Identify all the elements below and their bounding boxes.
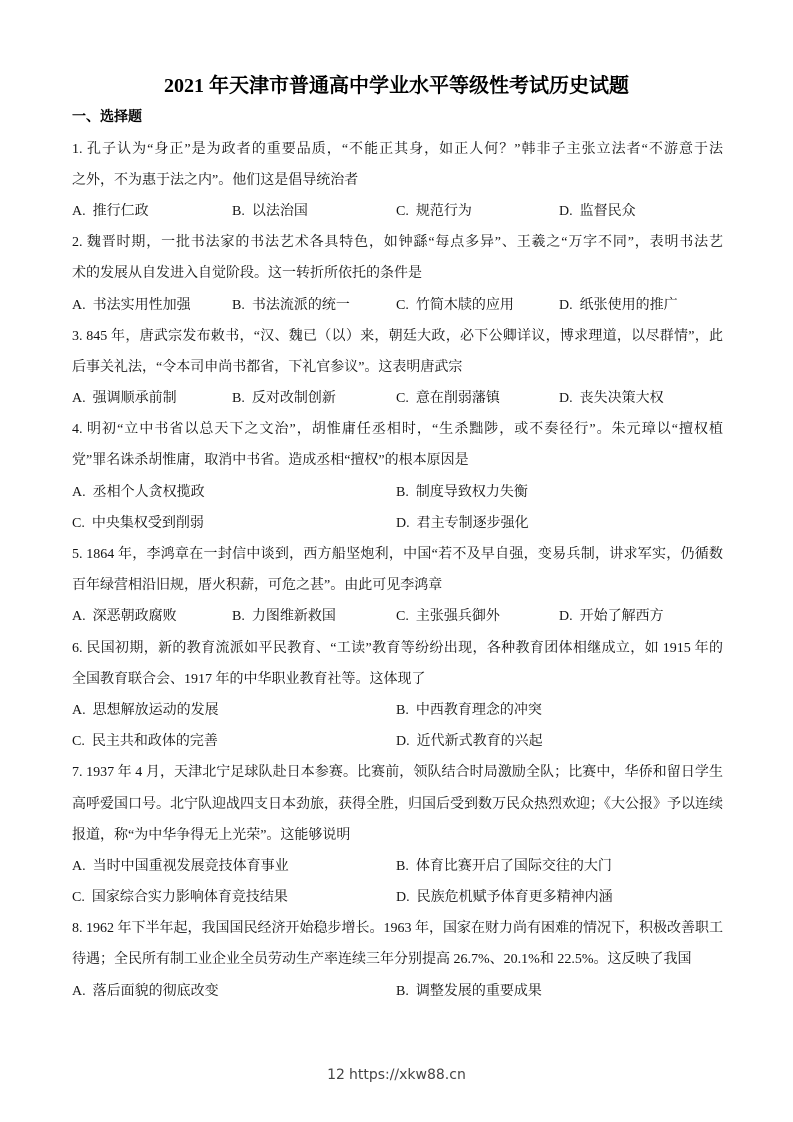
question-stem-text: 845 年，唐武宗发布敕书，“汉、魏已（以）来，朝廷大政，必下公卿详议，博求理道，以尽群情”，此 [86,328,724,344]
options-row [72,726,723,757]
option-text: 书法流派的统一 [251,297,350,313]
question-stem-line: 党”罪名诛杀胡惟庸，取消中书省。造成丞相“擅权”的根本原因是 [72,453,469,469]
option-letter: B. [232,297,245,313]
option-text: 监督民众 [579,203,636,219]
page-title: 2021 年天津市普通高中学业水平等级性考试历史试题 [164,75,629,97]
option-letter: B. [232,391,245,407]
question-stem-line [72,414,723,445]
question-stem-line [72,539,723,570]
option-d [559,601,664,632]
option-letter: C. [396,203,409,219]
option-letter: A. [72,391,86,407]
option-b [232,196,308,227]
option-letter: B. [396,484,409,500]
option-c [396,196,472,227]
option-text: 竹简木牍的应用 [415,297,514,313]
option-c [72,508,204,539]
option-a [72,601,177,632]
question-stem-line [72,913,723,944]
option-c [396,290,514,321]
question-4 [72,414,723,539]
option-b [396,976,542,1007]
options-row [72,601,723,632]
option-a [72,976,219,1007]
question-number: 7. [72,765,83,781]
option-text: 近代新式教育的兴起 [416,734,543,750]
option-letter: D. [559,609,573,625]
option-a [72,383,177,414]
question-number: 4. [72,422,83,438]
question-number: 2. [72,235,83,251]
option-text: 君主专制逐步强化 [416,515,529,531]
option-text: 中央集权受到削弱 [91,515,204,531]
question-number: 3. [72,328,83,344]
question-stem-line: 术的发展从自发进入自觉阶段。这一转折所依托的条件是 [72,266,422,282]
option-a [72,477,205,508]
option-text: 落后面貌的彻底改变 [92,983,219,999]
option-d [559,383,664,414]
option-text: 体育比赛开启了国际交往的大门 [415,858,612,874]
option-text: 书法实用性加强 [92,297,191,313]
question-stem-line [72,633,723,664]
question-5 [72,539,723,633]
question-stem-line [72,321,723,352]
option-letter: C. [396,609,409,625]
option-b [396,477,528,508]
option-c [396,383,500,414]
question-stem-text: 魏晋时期，一批书法家的书法艺术各具特色，如钟繇“每点多异”、王羲之“万字不同”，表明书法艺 [86,235,724,251]
option-letter: B. [232,203,245,219]
question-3 [72,321,723,415]
question-stem-line: 待遇；全民所有制工业企业全员劳动生产率连续三年分别提高 26.7%、20.1%和 22.5%。这反映了我国 [72,952,692,968]
options-row [72,508,723,539]
question-6 [72,633,723,758]
question-2 [72,227,723,321]
option-letter: D. [559,297,573,313]
question-7 [72,757,723,913]
question-8 [72,913,723,1007]
question-stem-text: 明初“立中书省以总天下之文治”，胡惟庸任丞相时，“生杀黜陟，或不奏径行”。朱元璋以“擅权植 [87,422,723,438]
options-row [72,695,723,726]
options-row [72,383,723,414]
option-letter: B. [396,858,409,874]
option-letter: D. [396,515,410,531]
option-letter: B. [396,702,409,718]
option-letter: A. [72,702,86,718]
option-text: 以法治国 [251,203,308,219]
option-text: 推行仁政 [92,203,149,219]
option-text: 民族危机赋予体育更多精神内涵 [416,890,613,906]
option-d [396,726,543,757]
option-d [396,882,613,913]
option-letter: A. [72,203,86,219]
option-letter: A. [72,609,86,625]
option-text: 力图维新救国 [251,609,336,625]
option-text: 丧失决策大权 [579,391,664,407]
option-letter: D. [396,890,410,906]
options-row [72,851,723,882]
option-b [396,851,612,882]
option-letter: A. [72,858,86,874]
page-number: 12 [327,1067,345,1083]
section-heading: 一、选择题 [72,110,142,126]
option-letter: C. [72,734,85,750]
option-text: 国家综合实力影响体育竞技结果 [91,890,288,906]
option-a [72,851,289,882]
option-d [396,508,529,539]
option-b [396,695,542,726]
option-text: 反对改制创新 [251,391,336,407]
option-letter: A. [72,983,86,999]
option-text: 思想解放运动的发展 [92,702,219,718]
options-row [72,477,723,508]
option-text: 开始了解西方 [579,609,664,625]
option-c [72,882,288,913]
option-b [232,383,336,414]
footer-url: https://xkw88.cn [348,1067,466,1083]
option-text: 中西教育理念的冲突 [415,702,542,718]
option-letter: B. [232,609,245,625]
question-number: 1. [72,141,83,157]
options-row [72,882,723,913]
question-stem-line: 报道，称“为中华争得无上光荣”。这能够说明 [72,827,351,843]
question-stem-line: 百年绿营相沿旧规，厝火积薪，可危之甚”。由此可见李鸿章 [72,578,443,594]
option-letter: D. [396,734,410,750]
exam-content [72,102,723,1006]
question-stem-line: 后事关礼法，“令本司申尚书都省，下礼官参议”。这表明唐武宗 [72,359,463,375]
option-letter: A. [72,484,86,500]
question-stem-line [72,134,723,165]
option-a [72,196,149,227]
option-text: 意在削弱藩镇 [415,391,500,407]
question-stem-text: 孔子认为“身正”是为政者的重要品质，“不能正其身，如正人何？”韩非子主张立法者“不游意于法 [87,141,723,157]
options-row [72,976,723,1007]
option-text: 深恶朝政腐败 [92,609,177,625]
option-text: 丞相个人贪权揽政 [92,484,205,500]
option-letter: B. [396,983,409,999]
option-text: 主张强兵御外 [415,609,500,625]
option-text: 调整发展的重要成果 [415,983,542,999]
option-letter: C. [72,890,85,906]
option-text: 民主共和政体的完善 [91,734,218,750]
option-b [232,290,350,321]
question-stem-text: 民国初期，新的教育流派如平民教育、“工读”教育等纷纷出现，各种教育团体相继成立，如 1915 年的 [86,640,724,656]
question-stem-text: 1864 年，李鸿章在一封信中谈到，西方船坚炮利，中国“若不及早自强，变易兵制，讲求军实，仍循数 [86,547,724,563]
question-stem-text: 1937 年 4 月，天津北宁足球队赴日本参赛。比赛前，领队结合时局激励全队；比赛中，华侨和留日学生 [86,765,723,781]
question-stem-line [72,227,723,258]
option-b [232,601,336,632]
option-d [559,290,678,321]
option-letter: C. [72,515,85,531]
question-stem-line: 之外，不为惠于法之内”。他们这是倡导统治者 [72,172,359,188]
option-letter: C. [396,297,409,313]
option-c [72,726,218,757]
question-stem-line: 高呼爱国口号。北宁队迎战四支日本劲旅，获得全胜，归国后受到数万民众热烈欢迎；《大公报》予以连续 [72,796,723,812]
option-text: 纸张使用的推广 [579,297,678,313]
option-a [72,290,191,321]
question-stem-text: 1962 年下半年起，我国国民经济开始稳步增长。1963 年，国家在财力尚有困难的情况下，积极改善职工 [86,921,723,937]
option-c [396,601,500,632]
question-number: 6. [72,640,83,656]
option-text: 当时中国重视发展竞技体育事业 [92,858,289,874]
question-stem-line [72,757,723,788]
option-text: 规范行为 [415,203,472,219]
question-number: 8. [72,921,83,937]
option-a [72,695,219,726]
question-stem-line: 全国教育联合会、1917 年的中华职业教育社等。这体现了 [72,671,426,687]
question-1 [72,134,723,228]
option-text: 强调顺承前制 [92,391,177,407]
page-footer [0,1064,793,1086]
option-letter: D. [559,203,573,219]
option-letter: C. [396,391,409,407]
option-letter: A. [72,297,86,313]
question-number: 5. [72,547,83,563]
options-row [72,290,723,321]
option-text: 制度导致权力失衡 [415,484,528,500]
options-row [72,196,723,227]
option-d [559,196,636,227]
option-letter: D. [559,391,573,407]
